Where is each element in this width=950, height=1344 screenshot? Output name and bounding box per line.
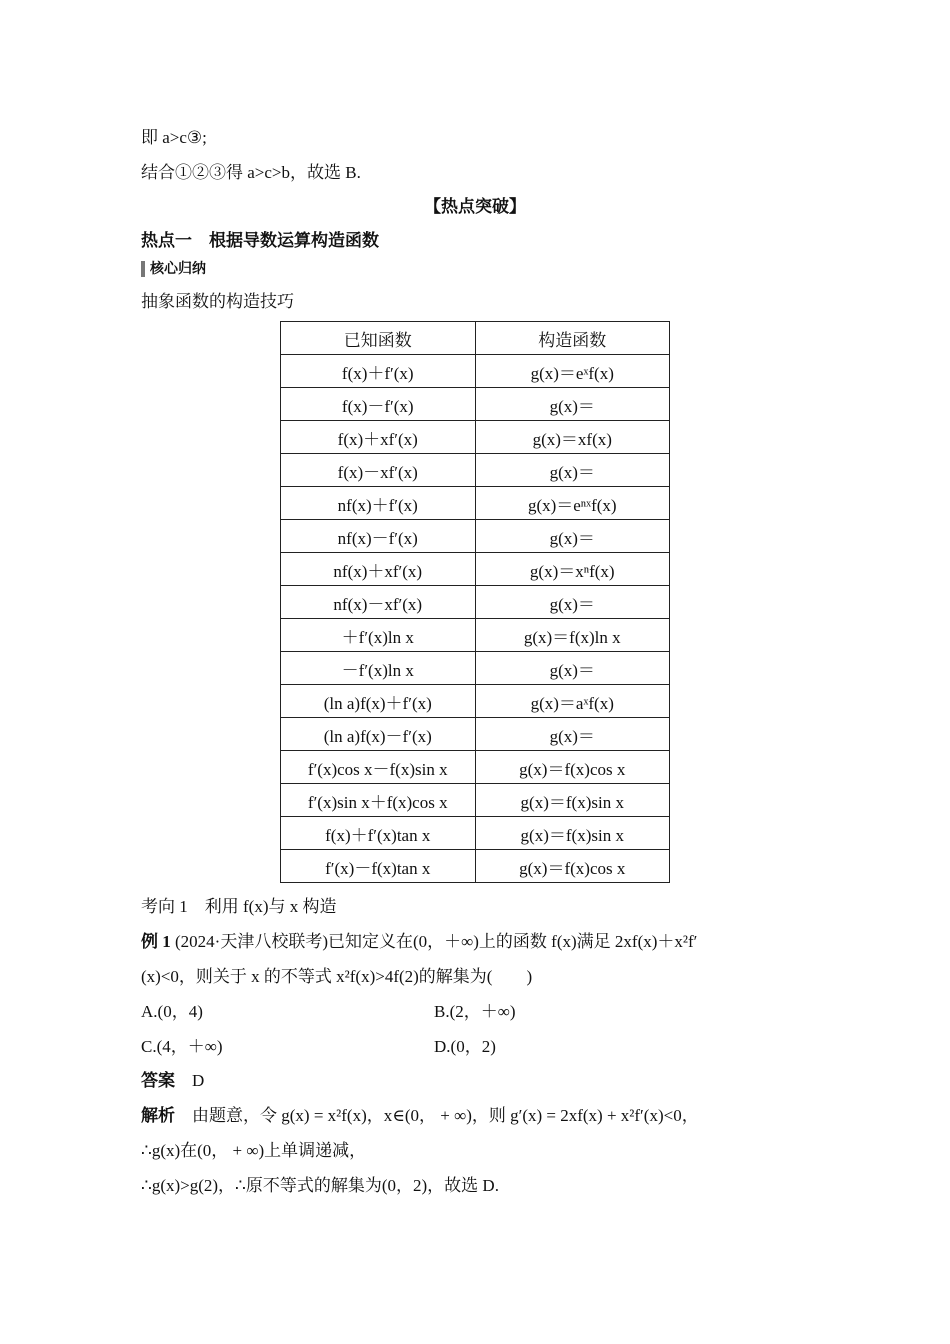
known-function-cell: (ln a)f(x)－f′(x) [281, 718, 476, 751]
table-row [281, 619, 670, 652]
core-tag [141, 259, 206, 277]
constructed-function-cell: g(x)＝ [475, 586, 670, 619]
table-row [281, 487, 670, 520]
known-function-cell: f′(x)cos x－f(x)sin x [281, 751, 476, 784]
known-function-cell: (ln a)f(x)＋f′(x) [281, 685, 476, 718]
known-function-cell: f′(x)－f(x)tan x [281, 850, 476, 883]
constructed-function-cell: g(x)＝f(x)cos x [475, 751, 670, 784]
option-b: B.(2，＋∞) [434, 1002, 516, 1021]
section-title: 【热点突破】 [424, 197, 526, 216]
constructed-function-cell: g(x)＝f(x)cos x [475, 850, 670, 883]
header-constructed: 构造函数 [475, 322, 670, 355]
table-row [281, 718, 670, 751]
answer-value: D [192, 1071, 205, 1090]
constructed-function-cell: g(x)＝xf(x) [475, 421, 670, 454]
known-function-cell: －f′(x)ln x [281, 652, 476, 685]
constructed-function-cell: g(x)＝f(x)ln x [475, 619, 670, 652]
core-tag-label: 核心归纳 [150, 260, 206, 276]
example-label: 例 1 [141, 932, 171, 951]
known-function-cell: nf(x)＋f′(x) [281, 487, 476, 520]
construction-table [280, 321, 670, 883]
table-row [281, 355, 670, 388]
known-function-cell: f′(x)sin x＋f(x)cos x [281, 784, 476, 817]
known-function-cell: f(x)＋xf′(x) [281, 421, 476, 454]
tag-bar-icon [141, 261, 145, 277]
known-function-cell: f(x)＋f′(x) [281, 355, 476, 388]
table-row [281, 652, 670, 685]
solution-line-2: ∴g(x)在(0， + ∞)上单调递减， [141, 1141, 367, 1160]
known-function-cell: f(x)－f′(x) [281, 388, 476, 421]
solution-text-1: 由题意，令 g(x) = x²f(x)，x∈(0， + ∞)，则 g′(x) = 2xf(x) + x²f′(x)<0， [192, 1106, 699, 1125]
hotspot-title: 热点一 根据导数运算构造函数 [141, 231, 379, 250]
constructed-function-cell: g(x)＝eˣf(x) [475, 355, 670, 388]
solution-line-1 [141, 1105, 699, 1127]
known-function-cell: f(x)＋f′(x)tan x [281, 817, 476, 850]
table-row [281, 685, 670, 718]
table-row [281, 553, 670, 586]
constructed-function-cell: g(x)＝eⁿˣf(x) [475, 487, 670, 520]
constructed-function-cell: g(x)＝ [475, 388, 670, 421]
table-row [281, 850, 670, 883]
table-row [281, 388, 670, 421]
table-caption: 抽象函数的构造技巧 [141, 292, 294, 311]
example-line-1 [141, 931, 697, 953]
known-function-cell: f(x)－xf′(x) [281, 454, 476, 487]
table-row [281, 817, 670, 850]
answer-line [141, 1070, 204, 1092]
intro-line-2: 结合①②③得 a>c>b，故选 B. [141, 163, 361, 182]
constructed-function-cell: g(x)＝aˣf(x) [475, 685, 670, 718]
constructed-function-cell: g(x)＝ [475, 454, 670, 487]
constructed-function-cell: g(x)＝f(x)sin x [475, 817, 670, 850]
constructed-function-cell: g(x)＝xⁿf(x) [475, 553, 670, 586]
intro-line-1: 即 a>c③; [141, 128, 207, 147]
constructed-function-cell: g(x)＝ [475, 718, 670, 751]
table-row [281, 586, 670, 619]
table-row [281, 784, 670, 817]
constructed-function-cell: g(x)＝f(x)sin x [475, 784, 670, 817]
answer-label: 答案 [141, 1071, 175, 1090]
known-function-cell: ＋f′(x)ln x [281, 619, 476, 652]
example-line-2: (x)<0，则关于 x 的不等式 x²f(x)>4f(2)的解集为( ) [141, 967, 533, 986]
table-row [281, 520, 670, 553]
option-d: D.(0，2) [434, 1037, 496, 1056]
constructed-function-cell: g(x)＝ [475, 520, 670, 553]
table-header-row [281, 322, 670, 355]
known-function-cell: nf(x)－f′(x) [281, 520, 476, 553]
known-function-cell: nf(x)－xf′(x) [281, 586, 476, 619]
example-text-1: (2024·天津八校联考)已知定义在(0，＋∞)上的函数 f(x)满足 2xf(x)＋x²f′ [170, 932, 698, 951]
known-function-cell: nf(x)＋xf′(x) [281, 553, 476, 586]
constructed-function-cell: g(x)＝ [475, 652, 670, 685]
option-a: A.(0，4) [141, 1002, 203, 1021]
solution-label: 解析 [141, 1106, 175, 1125]
table-row [281, 421, 670, 454]
header-known: 已知函数 [281, 322, 476, 355]
option-c: C.(4，＋∞) [141, 1037, 223, 1056]
direction-line: 考向 1 利用 f(x)与 x 构造 [141, 897, 337, 916]
table-row [281, 751, 670, 784]
table-row [281, 454, 670, 487]
solution-line-3: ∴g(x)>g(2)，∴原不等式的解集为(0，2)，故选 D. [141, 1176, 499, 1195]
